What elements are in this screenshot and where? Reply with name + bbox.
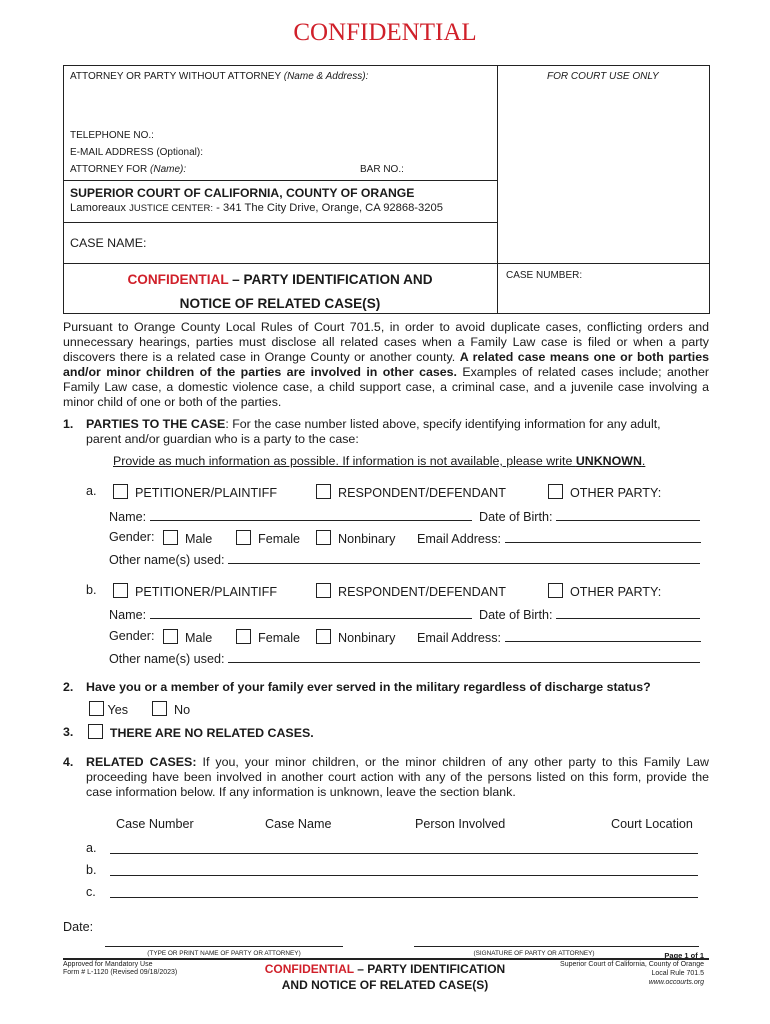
case-name-field[interactable]: CASE NAME: [70,236,147,250]
email-address-field[interactable]: Email Address: [417,530,701,546]
female-checkbox[interactable]: Female [236,530,300,546]
section4-text: RELATED CASES: If you, your minor children, or the minor children of any other party to this Family Law proceeding have been involved in another court action with any of the persons listed on this form, provide the case information below. If any information is unknown, leave the section blank. [86,755,709,799]
checkbox-icon[interactable] [113,583,128,598]
intro-paragraph: Pursuant to Orange County Local Rules of Court 701.5, in order to avoid duplicate cases, conflicting orders and unnecessary hearings, parties must disclose all related cases when a Family Law case is filed or when a party discovers there is a related case in Orange County or another county. A related case means one or both parties and/or minor children of the parties are involved in other cases. Examples of related cases include; another Family Law case, a domestic violence case, a child support case, a criminal case, and a juvenile case involving a minor child of one or both of the parties. [63,320,709,409]
attorney-label: ATTORNEY OR PARTY WITHOUT ATTORNEY (Name & Address): [70,71,369,82]
case-number-field[interactable]: CASE NUMBER: [506,270,583,281]
section2-num: 2. [63,680,74,694]
other-names-field[interactable]: Other name(s) used: [109,650,700,666]
bar-no-field[interactable]: BAR NO.: [360,164,404,175]
other-party-checkbox[interactable]: OTHER PARTY: [548,484,661,500]
confidential-heading: CONFIDENTIAL [293,19,477,46]
court-name: SUPERIOR COURT OF CALIFORNIA, COUNTY OF ORANGE [70,186,415,200]
related-case-row[interactable]: b. [86,863,97,877]
section1-num: 1. [63,417,74,431]
checkbox-icon[interactable] [113,484,128,499]
petitioner-checkbox[interactable]: PETITIONER/PLAINTIFF [113,484,277,500]
telephone-field[interactable]: TELEPHONE NO.: [70,130,154,141]
name-field[interactable]: Name: [109,508,472,524]
related-case-line[interactable] [110,897,698,898]
no-related-cases-checkbox[interactable]: THERE ARE NO RELATED CASES. [88,724,314,741]
page-number: Page 1 of 1 [664,951,704,960]
section1-heading: PARTIES TO THE CASE: For the case number listed above, specify identifying information for any adult, parent and/or guardian who is a party to the case: [86,417,661,446]
attorney-for-field[interactable]: ATTORNEY FOR (Name): [70,164,187,175]
col-case-number: Case Number [116,817,194,831]
court-footer: Superior Court of California, County of Orange [560,961,704,968]
checkbox-icon[interactable] [316,629,331,644]
email-address-field[interactable]: Email Address: [417,629,701,645]
signature-line[interactable] [414,946,699,947]
nonbinary-checkbox[interactable]: Nonbinary [316,530,395,546]
rule-footer: Local Rule 701.5 [651,970,704,977]
checkbox-icon[interactable] [152,701,167,716]
other-names-field[interactable]: Other name(s) used: [109,551,700,567]
related-case-line[interactable] [110,875,698,876]
section2-question: Have you or a member of your family ever served in the military regardless of discharge status? [86,680,651,694]
section1-note: Provide as much information as possible. If information is not available, please write UNKNOWN. [113,454,646,468]
related-case-line[interactable] [110,853,698,854]
court-address: Lamoreaux JUSTICE CENTER: - 341 The City Drive, Orange, CA 92868-3205 [70,202,443,214]
type-name-caption: (TYPE OR PRINT NAME OF PARTY OR ATTORNEY) [147,950,301,957]
respondent-checkbox[interactable]: RESPONDENT/DEFENDANT [316,583,506,599]
checkbox-icon[interactable] [163,629,178,644]
dob-field[interactable]: Date of Birth: [479,606,700,622]
checkbox-icon[interactable] [548,484,563,499]
related-case-row[interactable]: a. [86,841,97,855]
respondent-checkbox[interactable]: RESPONDENT/DEFENDANT [316,484,506,500]
email-field[interactable]: E-MAIL ADDRESS (Optional): [70,147,204,158]
col-case-name: Case Name [265,817,332,831]
name-line[interactable] [105,946,343,947]
checkbox-icon[interactable] [236,629,251,644]
date-field[interactable]: Date: [63,920,94,934]
checkbox-icon[interactable] [89,701,104,716]
court-use-label: FOR COURT USE ONLY [547,71,659,82]
male-checkbox[interactable]: Male [163,629,212,645]
checkbox-icon[interactable] [236,530,251,545]
name-field[interactable]: Name: [109,606,472,622]
signature-caption: (SIGNATURE OF PARTY OR ATTORNEY) [473,950,595,957]
footer-title: CONFIDENTIAL – PARTY IDENTIFICATION AND NOTICE OF RELATED CASE(S) [264,962,506,992]
section4-num: 4. [63,755,74,769]
form-title: CONFIDENTIAL – PARTY IDENTIFICATION AND NOTICE OF RELATED CASE(S) [127,272,433,311]
gender-label: Gender: [109,530,155,544]
military-no-checkbox[interactable]: No [152,701,190,717]
form-number: Form # L-1120 (Revised 09/18/2023) [63,969,178,976]
checkbox-icon[interactable] [316,484,331,499]
petitioner-checkbox[interactable]: PETITIONER/PLAINTIFF [113,583,277,599]
dob-field[interactable]: Date of Birth: [479,508,700,524]
col-person-involved: Person Involved [415,817,506,831]
col-court-location: Court Location [611,817,693,831]
checkbox-icon[interactable] [316,530,331,545]
gender-label: Gender: [109,629,155,643]
female-checkbox[interactable]: Female [236,629,300,645]
checkbox-icon[interactable] [548,583,563,598]
website-footer[interactable]: www.occourts.org [648,979,704,986]
nonbinary-checkbox[interactable]: Nonbinary [316,629,395,645]
other-party-checkbox[interactable]: OTHER PARTY: [548,583,661,599]
military-yes-checkbox[interactable]: Yes [89,701,128,717]
checkbox-icon[interactable] [163,530,178,545]
approved-text: Approved for Mandatory Use [63,961,153,968]
checkbox-icon[interactable] [88,724,103,739]
male-checkbox[interactable]: Male [163,530,212,546]
section3-num: 3. [63,725,74,739]
checkbox-icon[interactable] [316,583,331,598]
related-case-row[interactable]: c. [86,885,96,899]
